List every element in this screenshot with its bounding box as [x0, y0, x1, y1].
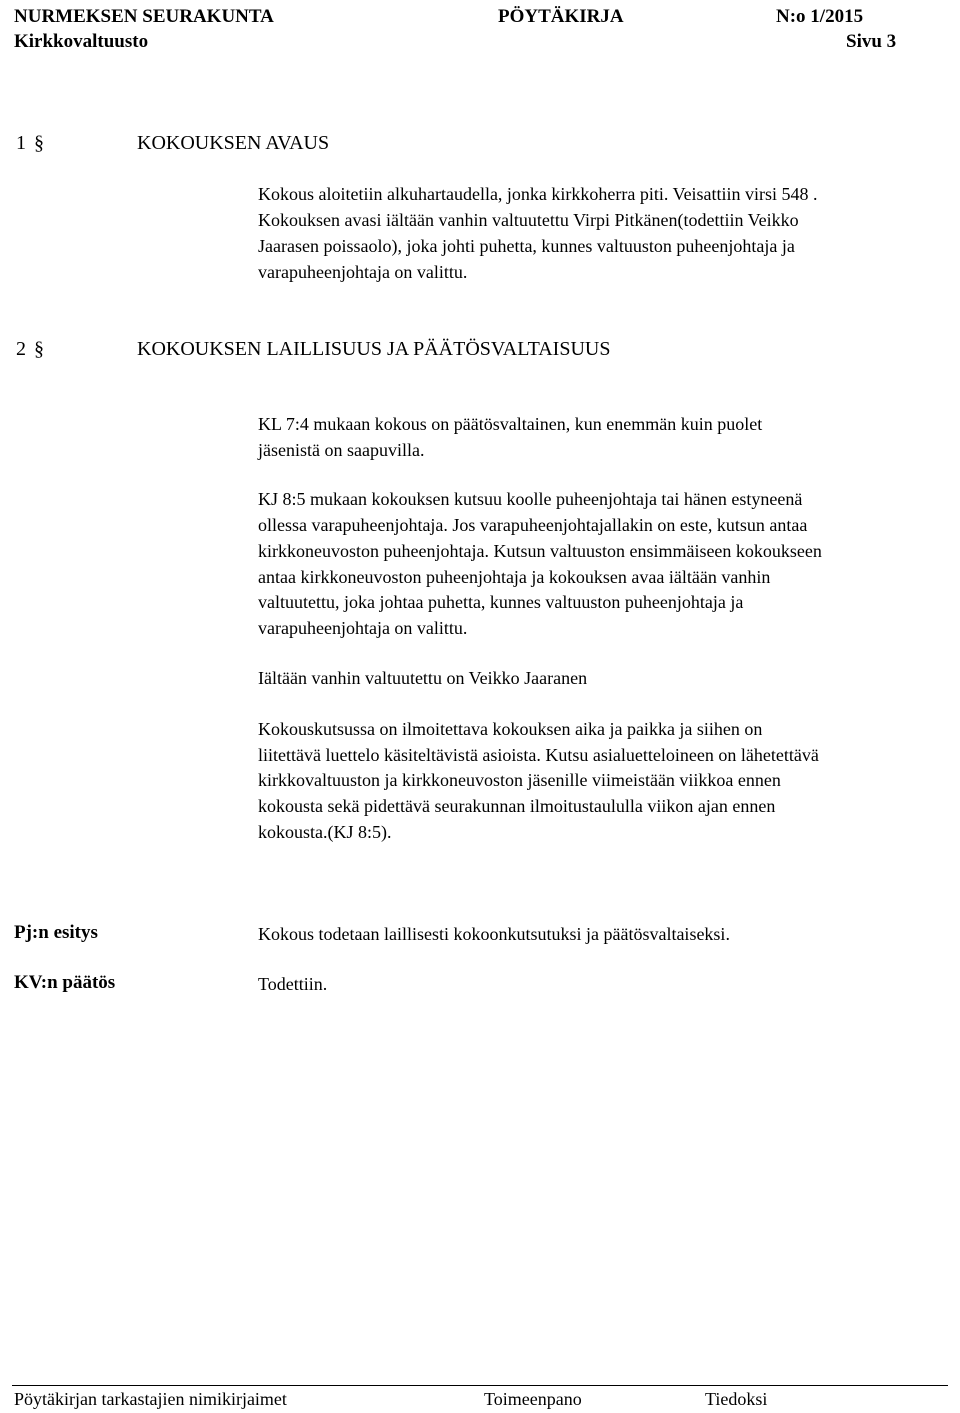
page-number: Sivu 3	[846, 31, 897, 52]
document-number: N:o 1/2015	[776, 6, 864, 27]
section-text-line: Jaarasen poissaolo), joka johti puhetta, kunnes valtuuston puheenjohtaja ja	[258, 236, 795, 256]
section-text-line: kokousta.(KJ 8:5).	[258, 822, 392, 842]
section-text-line: kirkkoneuvoston puheenjohtaja. Kutsun valtuuston ensimmäiseen kokoukseen	[258, 541, 822, 561]
section-text-line: kirkkovaltuuston ja kirkkoneuvoston jäsenille viimeistään viikkoa ennen	[258, 770, 781, 790]
footer-divider	[12, 1385, 948, 1386]
section-text-line: antaa kirkkoneuvoston puheenjohtaja ja kokouksen avaa iältään vanhin	[258, 567, 771, 587]
section-text-line: jäsenistä on saapuvilla.	[258, 440, 425, 460]
section-title: KOKOUKSEN LAILLISUUS JA PÄÄTÖSVALTAISUUS	[137, 338, 611, 360]
section-text-line: liitettävä luettelo käsiteltävistä asioista. Kutsu asialuetteloineen on lähetettävä	[258, 745, 819, 765]
section-sign: §	[34, 338, 44, 360]
proposal-text: Kokous todetaan laillisesti kokoonkutsutuksi ja päätösvaltaiseksi.	[258, 924, 730, 944]
section-text-line: Kokouskutsussa on ilmoitettava kokouksen aika ja paikka ja siihen on	[258, 719, 763, 739]
decision-text: Todettiin.	[258, 974, 328, 994]
section-text-line: varapuheenjohtaja on valittu.	[258, 262, 468, 282]
section-text-line: KJ 8:5 mukaan kokouksen kutsuu koolle puheenjohtaja tai hänen estyneenä	[258, 489, 803, 509]
footer-execution: Toimeenpano	[484, 1389, 582, 1409]
document-type: PÖYTÄKIRJA	[498, 6, 624, 27]
section-text-line: varapuheenjohtaja on valittu.	[258, 618, 468, 638]
section-title: KOKOUKSEN AVAUS	[137, 132, 330, 154]
section-text-line: valtuutettu, joka johtaa puhetta, kunnes valtuuston puheenjohtaja ja	[258, 592, 744, 612]
footer-notices: Tiedoksi	[705, 1389, 768, 1409]
section-sign: §	[34, 132, 44, 154]
section-text-line: Iältään vanhin valtuutettu on Veikko Jaaranen	[258, 668, 588, 688]
proposal-label: Pj:n esitys	[14, 922, 98, 943]
decision-label: KV:n päätös	[14, 972, 116, 993]
section-number: 1	[16, 132, 26, 154]
section-text-line: ollessa varapuheenjohtaja. Jos varapuheenjohtajallakin on este, kutsun antaa	[258, 515, 808, 535]
footer-signatures: Pöytäkirjan tarkastajien nimikirjaimet	[14, 1389, 287, 1409]
section-text-line: Kokouksen avasi iältään vanhin valtuutettu Virpi Pitkänen(todettiin Veikko	[258, 210, 799, 230]
section-text-line: kokousta sekä pidettävä seurakunnan ilmoitustaululla viikon ajan ennen	[258, 796, 776, 816]
section-number: 2	[16, 338, 26, 360]
section-text-line: KL 7:4 mukaan kokous on päätösvaltainen, kun enemmän kuin puolet	[258, 414, 763, 434]
meeting-body: Kirkkovaltuusto	[14, 31, 149, 52]
organization-name: NURMEKSEN SEURAKUNTA	[14, 6, 274, 27]
section-text-line: Kokous aloitetiin alkuhartaudella, jonka kirkkoherra piti. Veisattiin virsi 548 .	[258, 184, 818, 204]
